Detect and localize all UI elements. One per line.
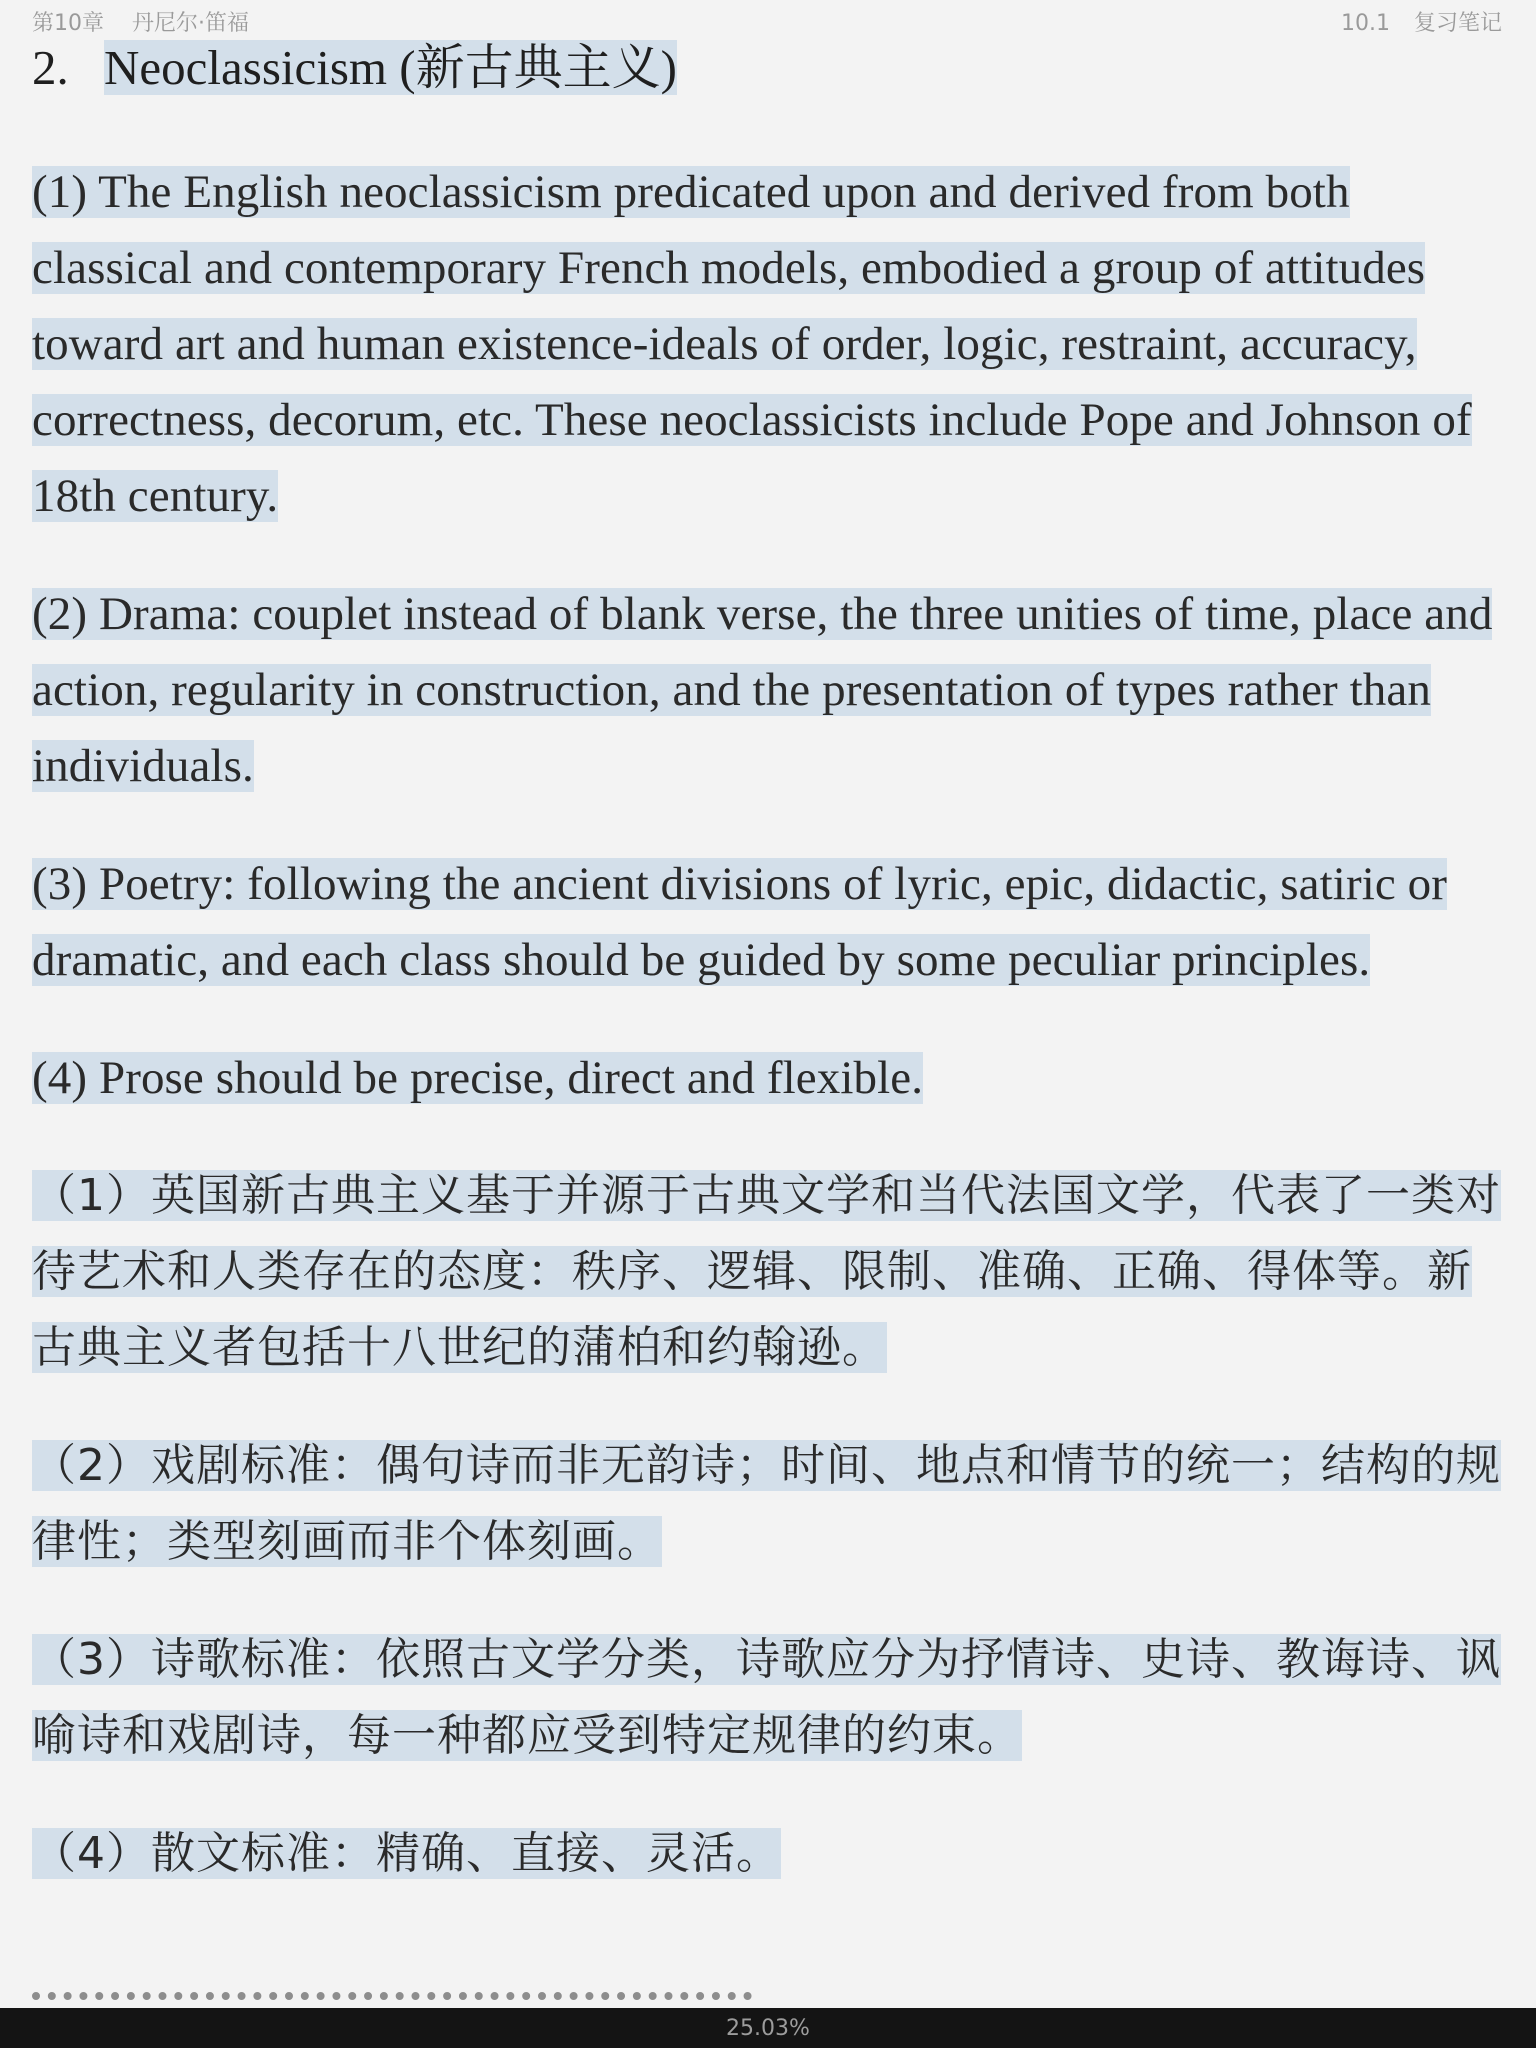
heading-number: 2. bbox=[32, 40, 69, 95]
paragraph-en-4[interactable] bbox=[32, 1040, 1512, 1116]
section-number: 10.1 bbox=[1341, 11, 1390, 36]
reader-header bbox=[0, 0, 1536, 40]
paragraph-en-3[interactable] bbox=[32, 846, 1512, 998]
section-name: 复习笔记 bbox=[1413, 11, 1502, 36]
reading-progress-bar[interactable] bbox=[0, 2008, 1536, 2048]
chapter-info bbox=[32, 6, 249, 37]
highlighted-text[interactable]: (2) Drama: couplet instead of blank verse, the three unities of time, place and action, regularity in construction, and the presentation of types rather than individuals. bbox=[32, 588, 1493, 792]
highlighted-text[interactable]: （1）英国新古典主义基于并源于古典文学和当代法国文学，代表了一类对待艺术和人类存在的态度：秩序、逻辑、限制、准确、正确、得体等。新古典主义者包括十八世纪的蒲柏和约翰逊。 bbox=[32, 1170, 1501, 1373]
highlighted-text[interactable]: (1) The English neoclassicism predicated upon and derived from both classical and contemporary French models, embodied a group of attitudes toward art and human existence-ideals of order, logic, restraint, accuracy, correctness, decorum, etc. These neoclassicists include Pope and Johnson of 18th century. bbox=[32, 166, 1472, 522]
highlighted-text[interactable]: （2）戏剧标准：偶句诗而非无韵诗；时间、地点和情节的统一；结构的规律性；类型刻画而非个体刻画。 bbox=[32, 1440, 1501, 1567]
paragraph-zh-2[interactable] bbox=[32, 1428, 1512, 1580]
chapter-label: 第10章 bbox=[32, 11, 104, 36]
paragraph-en-2[interactable] bbox=[32, 576, 1512, 804]
paragraph-zh-3[interactable] bbox=[32, 1622, 1512, 1774]
paragraph-en-1[interactable] bbox=[32, 154, 1512, 534]
author-label: 丹尼尔·笛福 bbox=[132, 11, 249, 36]
heading-title[interactable]: Neoclassicism (新古典主义) bbox=[104, 40, 677, 95]
highlighted-text[interactable]: （4）散文标准：精确、直接、灵活。 bbox=[32, 1828, 781, 1879]
section-heading[interactable] bbox=[32, 38, 1512, 98]
highlighted-text[interactable]: （3）诗歌标准：依照古文学分类，诗歌应分为抒情诗、史诗、教诲诗、讽喻诗和戏剧诗，每一种都应受到特定规律的约束。 bbox=[32, 1634, 1501, 1761]
progress-percent: 25.03% bbox=[726, 2016, 810, 2041]
page-content bbox=[32, 38, 1512, 1892]
highlighted-text[interactable]: (3) Poetry: following the ancient divisions of lyric, epic, didactic, satiric or dramatic, and each class should be guided by some peculiar principles. bbox=[32, 858, 1448, 986]
paragraph-zh-1[interactable] bbox=[32, 1158, 1512, 1386]
section-info bbox=[1341, 6, 1502, 37]
highlighted-text[interactable]: (4) Prose should be precise, direct and flexible. bbox=[32, 1052, 924, 1104]
next-heading-peek bbox=[32, 1988, 932, 2010]
paragraph-zh-4[interactable] bbox=[32, 1816, 1512, 1892]
